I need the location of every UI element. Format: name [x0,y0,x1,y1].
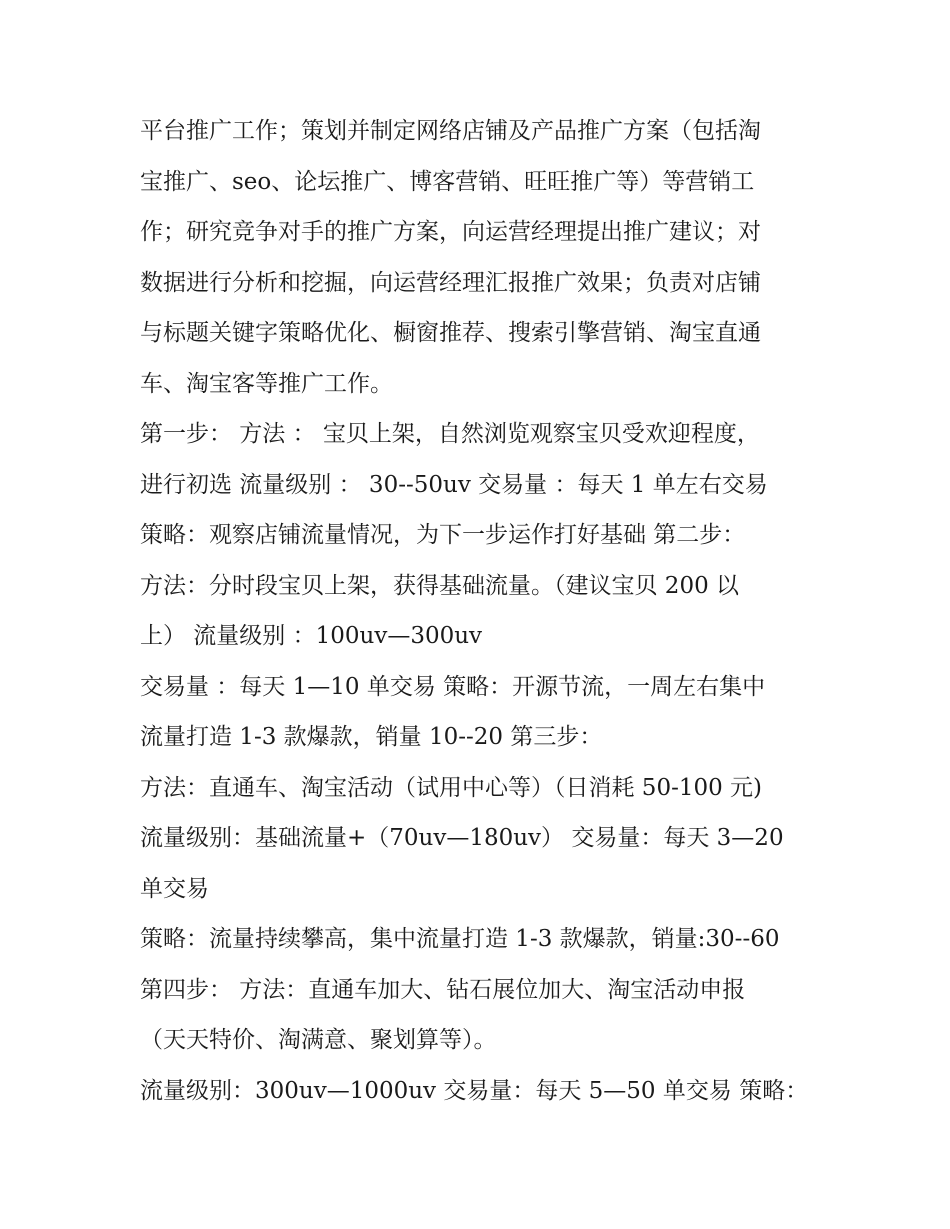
text-line: 单交易 [140,875,209,902]
text-line: 作；研究竞争对手的推广方案，向运营经理提出推广建议；对 [140,219,761,245]
text-line: 交易量 ：每天 1—10 单交易 策略：开源节流，一周左右集中 [140,673,766,700]
text-line: 第四步： 方法：直通车加大、钻石展位加大、淘宝活动申报 [140,976,746,1003]
text-line: （天天特价、淘满意、聚划算等）。 [140,1027,497,1053]
text-line: 平台推广工作；策划并制定网络店铺及产品推广方案（包括淘 [140,118,761,144]
text-line: 与标题关键字策略优化、橱窗推荐、搜索引擎营销、淘宝直通 [140,320,761,346]
text-line: 方法：直通车、淘宝活动（试用中心等）（日消耗 50-100 元) [140,774,763,801]
text-line: 上） 流量级别 ：100uv—300uv [140,623,483,649]
text-line: 宝推广、seo、论坛推广、博客营销、旺旺推广等）等营销工 [140,168,755,195]
text-line: 流量级别：基础流量+（70uv—180uv） 交易量：每天 3—20 [140,825,784,851]
text-line: 进行初选 流量级别 ： 30--50uv 交易量 ：每天 1 单左右交易 [140,471,768,498]
text-line: 策略：观察店铺流量情况，为下一步运作打好基础 第二步： [140,522,746,548]
body-text [140,106,820,1116]
text-line: 策略：流量持续攀高，集中流量打造 1-3 款爆款，销量:30--60 [140,926,780,952]
text-line: 流量级别：300uv—1000uv 交易量：每天 5—50 单交易 策略： [140,1077,809,1104]
text-line: 流量打造 1-3 款爆款，销量 10--20 第三步： [140,724,603,750]
text-line: 数据进行分析和挖掘，向运营经理汇报推广效果；负责对店铺 [140,269,761,296]
text-line: 车、淘宝客等推广工作。 [140,370,393,397]
text-line: 第一步： 方法 ： 宝贝上架，自然浏览观察宝贝受欢迎程度， [140,421,760,447]
text-line: 方法：分时段宝贝上架，获得基础流量。（建议宝贝 200 以 [140,572,740,599]
